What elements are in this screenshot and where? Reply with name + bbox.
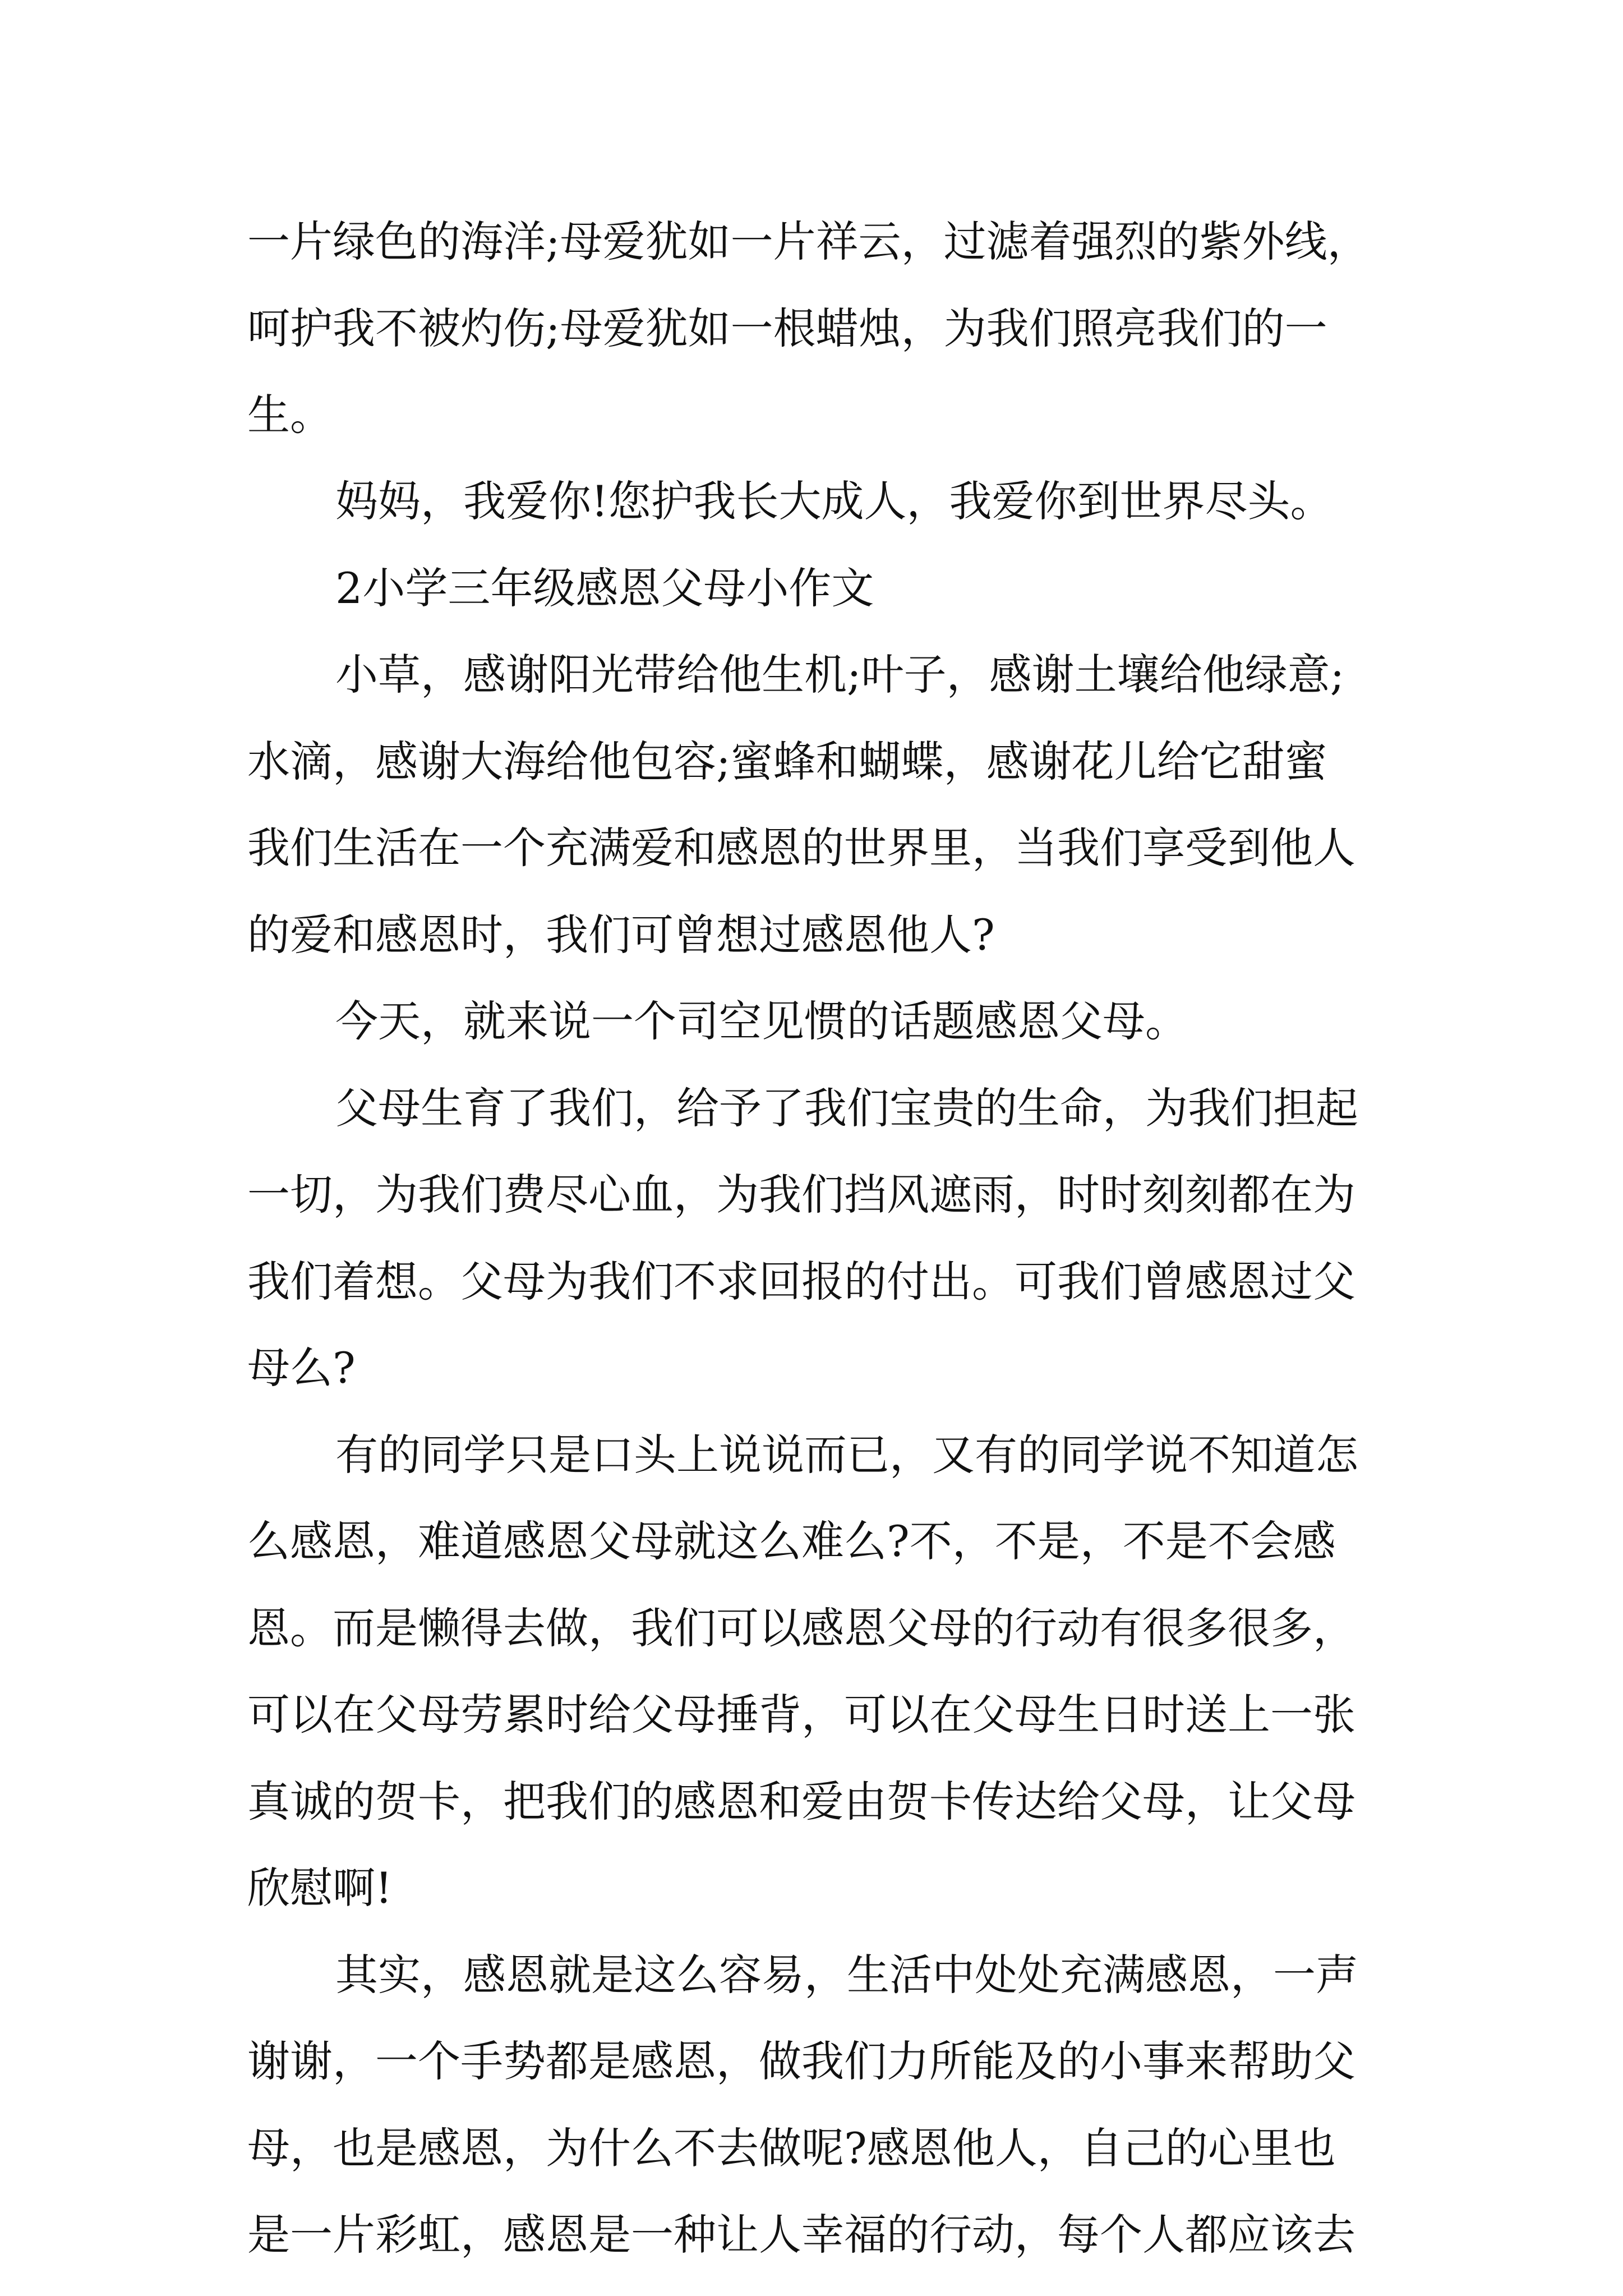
text-line: 谢谢，一个手势都是感恩，做我们力所能及的小事来帮助父 (247, 2036, 1355, 2086)
text-line: 母么? (247, 1343, 356, 1393)
text-line: 妈妈，我爱你!您护我长大成人，我爱你到世界尽头。 (335, 476, 1333, 526)
text-line: 生。 (247, 390, 333, 440)
text-line: 可以在父母劳累时给父母捶背，可以在父母生日时送上一张 (247, 1690, 1355, 1740)
text-line: 父母生育了我们，给予了我们宝贵的生命，为我们担起 (335, 1083, 1358, 1133)
text-line: 一切，为我们费尽心血，为我们挡风遮雨，时时刻刻都在为 (247, 1170, 1355, 1220)
text-line: 么感恩，难道感恩父母就这么难么?不，不是，不是不会感 (247, 1516, 1336, 1566)
text-line: 真诚的贺卡，把我们的感恩和爱由贺卡传达给父母，让父母 (247, 1777, 1355, 1826)
text-line: 有的同学只是口头上说说而已，又有的同学说不知道怎 (335, 1430, 1358, 1480)
text-line: 恩。而是懒得去做，我们可以感恩父母的行动有很多很多， (247, 1603, 1355, 1653)
text-line: 我们着想。父母为我们不求回报的付出。可我们曾感恩过父 (247, 1257, 1355, 1306)
text-line: 小草，感谢阳光带给他生机;叶子，感谢土壤给他绿意; (335, 650, 1345, 700)
text-line: 欣慰啊! (247, 1863, 393, 1913)
text-line: 呵护我不被灼伤;母爱犹如一根蜡烛，为我们照亮我们的一 (247, 303, 1327, 353)
text-line: 母，也是感恩，为什么不去做呢?感恩他人，自己的心里也 (247, 2123, 1336, 2173)
text-line: 水滴，感谢大海给他包容;蜜蜂和蝴蝶，感谢花儿给它甜蜜 (247, 737, 1327, 786)
section-heading: 2小学三年级感恩父母小作文 (335, 563, 874, 613)
text-line: 今天，就来说一个司空见惯的话题感恩父母。 (335, 996, 1188, 1046)
text-line: 其实，感恩就是这么容易，生活中处处充满感恩，一声 (335, 1950, 1358, 2000)
text-line: 是一片彩虹，感恩是一种让人幸福的行动，每个人都应该去 (247, 2210, 1355, 2260)
text-line: 我们生活在一个充满爱和感恩的世界里，当我们享受到他人 (247, 823, 1355, 873)
text-line: 一片绿色的海洋;母爱犹如一片祥云，过滤着强烈的紫外线， (247, 217, 1370, 266)
text-line: 的爱和感恩时，我们可曾想过感恩他人? (247, 910, 995, 960)
